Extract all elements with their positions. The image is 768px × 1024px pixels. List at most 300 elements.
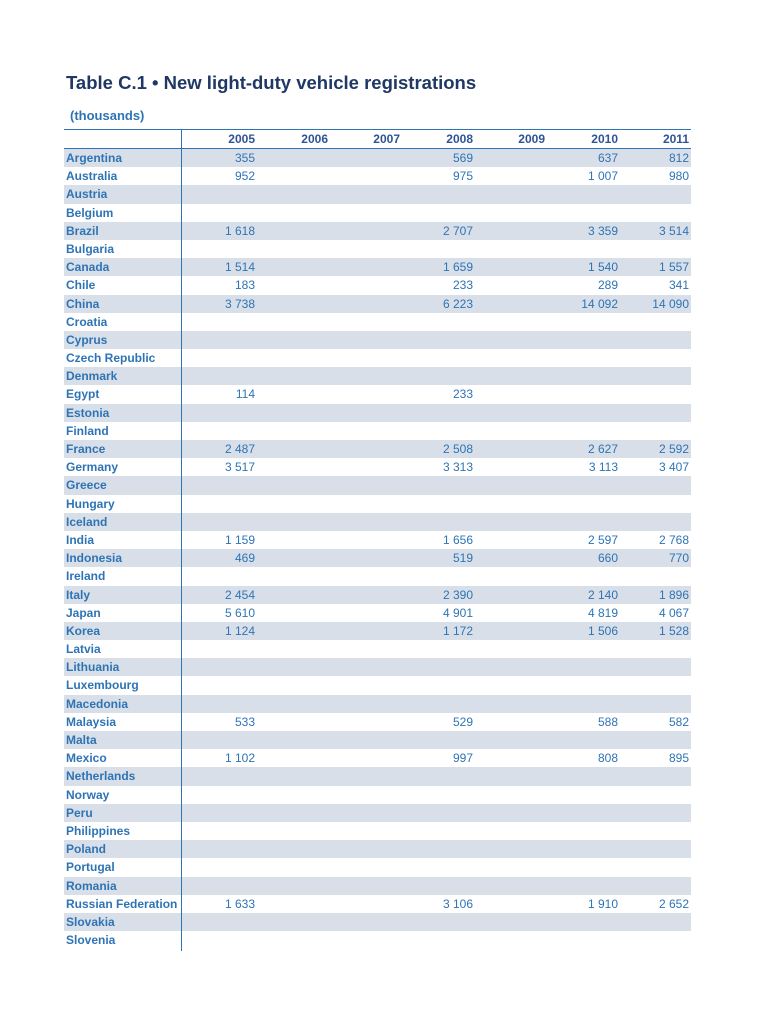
value-cell <box>268 676 328 694</box>
header-year: 2011 <box>662 132 689 146</box>
value-cell: 289 <box>597 278 618 293</box>
value-cell <box>413 640 473 658</box>
value-cell <box>629 822 689 840</box>
value-cell: 1 102 <box>224 751 255 766</box>
value-cell <box>558 804 618 822</box>
value-cell: 355 <box>234 151 255 165</box>
value-cell <box>195 567 255 585</box>
value-cell: 569 <box>452 151 473 165</box>
value-cell <box>268 495 328 513</box>
value-cell: 1 528 <box>658 623 689 638</box>
header-year: 2010 <box>591 132 618 146</box>
value-cell <box>268 640 328 658</box>
table-body <box>64 149 691 949</box>
value-cell <box>485 258 545 276</box>
value-cell <box>558 731 618 749</box>
value-cell <box>195 658 255 676</box>
country-name: Ireland <box>66 569 106 584</box>
table-row <box>64 731 691 749</box>
value-cell <box>558 185 618 203</box>
value-cell <box>268 658 328 676</box>
table-row <box>64 476 691 494</box>
table-title: Table C.1 • New light-duty vehicle registrations <box>66 72 477 93</box>
value-cell <box>558 204 618 222</box>
country-name: Malaysia <box>66 714 117 729</box>
value-cell <box>340 258 400 276</box>
value-cell <box>268 731 328 749</box>
value-cell <box>268 513 328 531</box>
value-cell <box>558 786 618 804</box>
table-row <box>64 622 691 640</box>
value-cell <box>485 749 545 767</box>
value-cell <box>485 513 545 531</box>
value-cell <box>340 549 400 567</box>
value-cell <box>340 313 400 331</box>
value-cell <box>340 476 400 494</box>
value-cell <box>485 531 545 549</box>
value-cell <box>268 858 328 876</box>
country-name: Canada <box>66 260 110 275</box>
value-cell: 588 <box>597 714 618 729</box>
value-cell <box>340 713 400 731</box>
country-name: Slovakia <box>66 914 115 929</box>
value-cell <box>558 495 618 513</box>
header-year: 2006 <box>301 132 328 146</box>
value-cell <box>413 695 473 713</box>
value-cell <box>629 240 689 258</box>
value-cell <box>268 786 328 804</box>
value-cell: 4 819 <box>587 605 618 620</box>
country-name: Croatia <box>66 314 108 329</box>
country-name: Macedonia <box>66 696 129 711</box>
value-cell <box>485 295 545 313</box>
value-cell: 2 707 <box>442 223 473 238</box>
value-cell: 895 <box>668 751 689 766</box>
value-cell <box>195 676 255 694</box>
value-cell <box>485 440 545 458</box>
table-subtitle: (thousands) <box>70 108 145 123</box>
value-cell <box>629 513 689 531</box>
value-cell <box>195 240 255 258</box>
value-cell: 2 592 <box>658 442 689 456</box>
value-cell <box>268 367 328 385</box>
value-cell <box>413 422 473 440</box>
value-cell <box>268 913 328 931</box>
country-name: France <box>66 442 106 456</box>
table-row <box>64 549 691 567</box>
value-cell <box>485 640 545 658</box>
header-year: 2009 <box>518 132 545 146</box>
value-cell <box>413 367 473 385</box>
value-cell <box>485 495 545 513</box>
country-name: Estonia <box>66 405 110 420</box>
value-cell <box>340 440 400 458</box>
table-row <box>64 913 691 931</box>
country-name: Chile <box>66 278 96 293</box>
value-cell <box>268 531 328 549</box>
value-cell <box>629 913 689 931</box>
value-cell <box>195 422 255 440</box>
value-cell <box>629 877 689 895</box>
value-cell: 2 652 <box>658 896 689 911</box>
value-cell <box>558 513 618 531</box>
value-cell <box>485 276 545 294</box>
value-cell <box>413 658 473 676</box>
table-row <box>64 586 691 604</box>
value-cell <box>558 367 618 385</box>
value-cell <box>340 822 400 840</box>
country-name: Czech Republic <box>66 351 156 366</box>
value-cell <box>485 913 545 931</box>
value-cell <box>629 349 689 367</box>
value-cell: 3 738 <box>224 296 255 311</box>
country-name: Romania <box>66 878 117 893</box>
value-cell: 1 124 <box>224 623 255 638</box>
value-cell <box>268 804 328 822</box>
country-name: Japan <box>66 605 101 620</box>
table-row <box>64 804 691 822</box>
value-cell: 1 557 <box>658 260 689 275</box>
value-cell <box>340 895 400 913</box>
value-cell <box>485 840 545 858</box>
value-cell <box>268 331 328 349</box>
value-cell <box>340 749 400 767</box>
value-cell: 3 514 <box>658 223 689 238</box>
country-name: Australia <box>66 169 118 184</box>
value-cell: 997 <box>452 751 473 766</box>
value-cell <box>485 404 545 422</box>
value-cell: 2 597 <box>587 532 618 547</box>
registrations-table <box>64 129 691 949</box>
value-cell <box>485 931 545 949</box>
value-cell <box>268 604 328 622</box>
value-cell <box>629 385 689 403</box>
value-cell: 183 <box>234 278 255 293</box>
value-cell <box>268 931 328 949</box>
table-row <box>64 276 691 294</box>
value-cell <box>558 476 618 494</box>
value-cell <box>268 313 328 331</box>
value-cell <box>413 877 473 895</box>
value-cell: 3 106 <box>442 896 473 911</box>
value-cell <box>195 513 255 531</box>
value-cell <box>558 695 618 713</box>
value-cell: 1 633 <box>224 896 255 911</box>
country-name: Italy <box>66 587 91 602</box>
value-cell: 3 359 <box>587 223 618 238</box>
value-cell <box>268 549 328 567</box>
value-cell <box>485 367 545 385</box>
value-cell <box>629 422 689 440</box>
value-cell <box>413 822 473 840</box>
value-cell <box>485 149 545 167</box>
country-name: Netherlands <box>66 769 136 784</box>
value-cell: 233 <box>452 387 473 402</box>
table-row <box>64 513 691 531</box>
country-name: Cyprus <box>66 332 108 347</box>
table-row <box>64 713 691 731</box>
value-cell <box>629 404 689 422</box>
value-cell: 1 656 <box>442 532 473 547</box>
value-cell <box>268 295 328 313</box>
value-cell: 2 140 <box>587 587 618 602</box>
value-cell <box>629 331 689 349</box>
value-cell <box>195 204 255 222</box>
value-cell <box>413 349 473 367</box>
value-cell <box>629 858 689 876</box>
country-name: Germany <box>66 460 119 475</box>
table-row <box>64 604 691 622</box>
country-name: Finland <box>66 423 109 438</box>
country-name: Norway <box>66 787 110 802</box>
value-cell <box>340 513 400 531</box>
value-cell <box>413 204 473 222</box>
value-cell <box>413 767 473 785</box>
value-cell <box>485 222 545 240</box>
value-cell <box>340 349 400 367</box>
value-cell <box>340 240 400 258</box>
value-cell <box>268 240 328 258</box>
table-row <box>64 786 691 804</box>
value-cell: 1 896 <box>658 587 689 602</box>
value-cell <box>629 767 689 785</box>
value-cell: 6 223 <box>442 296 473 311</box>
value-cell <box>629 786 689 804</box>
value-cell <box>629 676 689 694</box>
header-year: 2005 <box>228 132 255 146</box>
value-cell <box>413 185 473 203</box>
value-cell <box>413 495 473 513</box>
value-cell <box>558 313 618 331</box>
value-cell <box>485 713 545 731</box>
value-cell <box>340 877 400 895</box>
value-cell <box>195 840 255 858</box>
value-cell <box>268 749 328 767</box>
table-row <box>64 695 691 713</box>
country-name: Bulgaria <box>66 241 115 256</box>
value-cell <box>629 695 689 713</box>
value-cell <box>340 531 400 549</box>
value-cell: 3 407 <box>658 460 689 475</box>
table-row <box>64 422 691 440</box>
value-cell <box>268 458 328 476</box>
country-name: Denmark <box>66 369 118 384</box>
value-cell <box>485 331 545 349</box>
value-cell <box>340 931 400 949</box>
value-cell <box>413 840 473 858</box>
value-cell: 3 313 <box>442 460 473 475</box>
value-cell <box>340 495 400 513</box>
value-cell <box>485 658 545 676</box>
value-cell <box>485 767 545 785</box>
value-cell <box>340 422 400 440</box>
country-name: Hungary <box>66 496 115 511</box>
value-cell <box>340 840 400 858</box>
value-cell: 660 <box>597 551 618 566</box>
value-cell <box>485 786 545 804</box>
value-cell <box>629 367 689 385</box>
value-cell <box>558 404 618 422</box>
value-cell <box>268 586 328 604</box>
value-cell <box>485 185 545 203</box>
value-cell <box>558 931 618 949</box>
table-row <box>64 331 691 349</box>
value-cell <box>413 804 473 822</box>
value-cell <box>558 913 618 931</box>
value-cell <box>485 349 545 367</box>
value-cell <box>340 149 400 167</box>
value-cell <box>629 804 689 822</box>
value-cell <box>558 240 618 258</box>
table-row <box>64 458 691 476</box>
value-cell <box>340 204 400 222</box>
value-cell <box>268 404 328 422</box>
value-cell: 1 540 <box>587 260 618 275</box>
country-name: Argentina <box>66 151 123 165</box>
value-cell <box>340 676 400 694</box>
table-row <box>64 313 691 331</box>
value-cell <box>485 604 545 622</box>
value-cell <box>268 567 328 585</box>
value-cell: 637 <box>597 151 618 165</box>
table-row <box>64 567 691 585</box>
value-cell <box>340 167 400 185</box>
table-row <box>64 658 691 676</box>
value-cell <box>195 313 255 331</box>
value-cell: 1 659 <box>442 260 473 275</box>
value-cell <box>268 349 328 367</box>
table-row <box>64 822 691 840</box>
value-cell: 1 007 <box>587 169 618 184</box>
value-cell <box>485 877 545 895</box>
country-name: Luxembourg <box>66 678 139 693</box>
value-cell <box>558 422 618 440</box>
table-row <box>64 931 691 949</box>
table-row <box>64 204 691 222</box>
value-cell <box>195 822 255 840</box>
value-cell <box>268 713 328 731</box>
header-year: 2008 <box>446 132 473 146</box>
value-cell <box>413 676 473 694</box>
value-cell <box>629 731 689 749</box>
value-cell: 1 506 <box>587 623 618 638</box>
value-cell <box>268 185 328 203</box>
table-row <box>64 258 691 276</box>
value-cell <box>485 567 545 585</box>
value-cell <box>629 313 689 331</box>
value-cell <box>485 422 545 440</box>
value-cell: 2 390 <box>442 587 473 602</box>
country-name: Mexico <box>66 751 107 766</box>
value-cell <box>340 404 400 422</box>
value-cell <box>629 495 689 513</box>
table-row <box>64 895 691 913</box>
value-cell <box>558 840 618 858</box>
table-row <box>64 149 691 167</box>
value-cell <box>195 931 255 949</box>
value-cell <box>485 167 545 185</box>
value-cell <box>340 640 400 658</box>
value-cell <box>629 931 689 949</box>
value-cell <box>268 167 328 185</box>
country-name: Philippines <box>66 823 131 838</box>
value-cell <box>485 385 545 403</box>
value-cell <box>340 731 400 749</box>
table-row <box>64 640 691 658</box>
table-row <box>64 495 691 513</box>
value-cell <box>558 658 618 676</box>
country-name: Latvia <box>66 642 101 657</box>
value-cell <box>413 313 473 331</box>
value-cell <box>485 895 545 913</box>
value-cell <box>558 640 618 658</box>
table-row <box>64 531 691 549</box>
value-cell: 341 <box>668 278 689 293</box>
value-cell: 952 <box>234 169 255 184</box>
table-row <box>64 295 691 313</box>
country-name: Egypt <box>66 387 100 402</box>
country-name: Iceland <box>66 514 108 529</box>
country-name: Malta <box>66 733 97 747</box>
value-cell <box>268 895 328 913</box>
value-cell <box>629 476 689 494</box>
value-cell: 533 <box>234 714 255 729</box>
value-cell <box>558 567 618 585</box>
value-cell <box>268 440 328 458</box>
table-row <box>64 367 691 385</box>
value-cell <box>558 331 618 349</box>
value-cell <box>485 731 545 749</box>
column-divider <box>181 129 182 951</box>
table-row <box>64 440 691 458</box>
value-cell <box>268 767 328 785</box>
value-cell <box>629 640 689 658</box>
table-row <box>64 240 691 258</box>
header-year: 2007 <box>373 132 400 146</box>
value-cell: 14 090 <box>652 296 689 311</box>
value-cell <box>413 513 473 531</box>
value-cell: 980 <box>668 169 689 184</box>
value-cell <box>413 240 473 258</box>
value-cell <box>268 222 328 240</box>
value-cell <box>413 858 473 876</box>
value-cell: 519 <box>452 551 473 566</box>
value-cell: 2 508 <box>442 442 473 456</box>
value-cell <box>195 476 255 494</box>
value-cell <box>629 567 689 585</box>
value-cell <box>268 840 328 858</box>
value-cell <box>195 913 255 931</box>
country-name: China <box>66 296 100 311</box>
value-cell <box>485 549 545 567</box>
value-cell <box>558 767 618 785</box>
table-row <box>64 167 691 185</box>
value-cell <box>195 404 255 422</box>
value-cell: 1 172 <box>442 623 473 638</box>
value-cell <box>340 567 400 585</box>
table-header-row <box>64 129 691 149</box>
table-row <box>64 767 691 785</box>
table-row <box>64 840 691 858</box>
value-cell: 2 768 <box>658 532 689 547</box>
value-cell <box>485 695 545 713</box>
table-row <box>64 385 691 403</box>
value-cell <box>195 804 255 822</box>
value-cell <box>268 622 328 640</box>
value-cell <box>195 495 255 513</box>
value-cell <box>195 877 255 895</box>
value-cell <box>485 676 545 694</box>
